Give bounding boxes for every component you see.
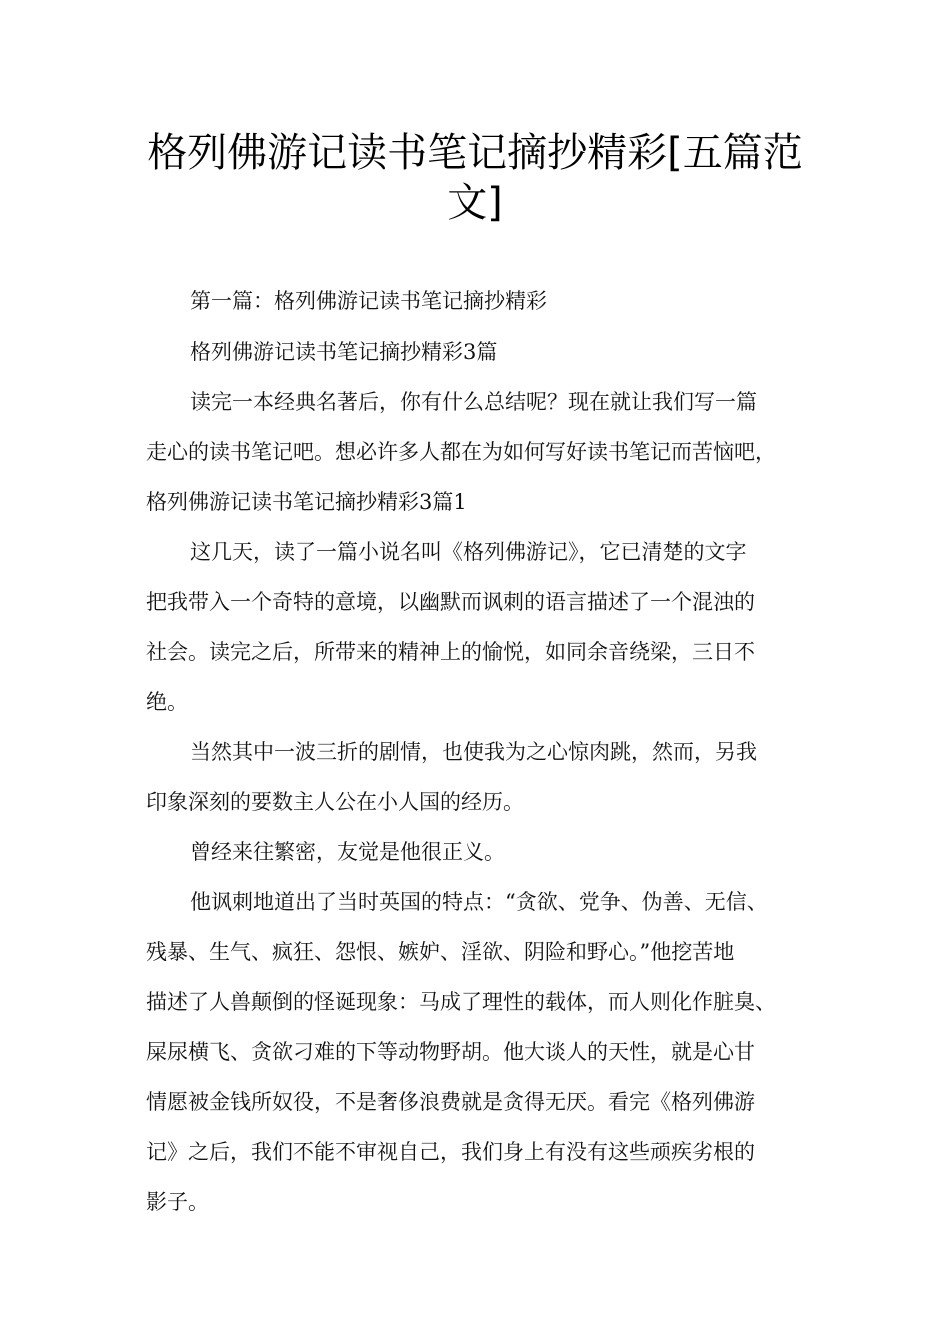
paragraph-line: 残暴、生气、疯狂、怨恨、嫉妒、淫欲、阴险和野心。”他挖苦地: [146, 940, 735, 964]
subheading: 格列佛游记读书笔记摘抄精彩3篇: [190, 340, 498, 364]
paragraph-line: 描述了人兽颠倒的怪诞现象：马成了理性的载体，而人则化作脏臭、: [146, 990, 776, 1014]
paragraph-line: 情愿被金钱所奴役，不是奢侈浪费就是贪得无厌。看完《格列佛游: [146, 1090, 755, 1114]
paragraph-line: 影子。: [146, 1190, 209, 1214]
paragraph-line: 把我带入一个奇特的意境，以幽默而讽刺的语言描述了一个混浊的: [146, 590, 755, 614]
paragraph-line: 格列佛游记读书笔记摘抄精彩3篇1: [146, 490, 467, 514]
section-heading: 第一篇：格列佛游记读书笔记摘抄精彩: [190, 289, 547, 313]
document-title-line-2: 文]: [447, 180, 503, 226]
paragraph-line: 印象深刻的要数主人公在小人国的经历。: [146, 790, 524, 814]
paragraph-line: 曾经来往繁密，友觉是他很正义。: [190, 840, 505, 864]
paragraph-line: 他讽刺地道出了当时英国的特点：“贪欲、党争、伪善、无信、: [190, 890, 768, 914]
document-title-line-1: 格列佛游记读书笔记摘抄精彩[五篇范: [147, 130, 803, 176]
paragraph-line: 屎尿横飞、贪欲刁难的下等动物野胡。他大谈人的天性，就是心甘: [146, 1040, 755, 1064]
paragraph-line: 社会。读完之后，所带来的精神上的愉悦，如同余音绕梁，三日不: [146, 640, 755, 664]
paragraph-line: 绝。: [146, 690, 188, 714]
paragraph-line: 记》之后，我们不能不审视自己，我们身上有没有这些顽疾劣根的: [146, 1140, 755, 1164]
paragraph-line: 走心的读书笔记吧。想必许多人都在为如何写好读书笔记而苦恼吧，: [146, 440, 776, 464]
paragraph-line: 这几天，读了一篇小说名叫《格列佛游记》，它已清楚的文字: [190, 540, 747, 564]
paragraph-line: 当然其中一波三折的剧情，也使我为之心惊肉跳，然而，另我: [190, 740, 757, 764]
paragraph-line: 读完一本经典名著后，你有什么总结呢？现在就让我们写一篇: [190, 390, 757, 414]
